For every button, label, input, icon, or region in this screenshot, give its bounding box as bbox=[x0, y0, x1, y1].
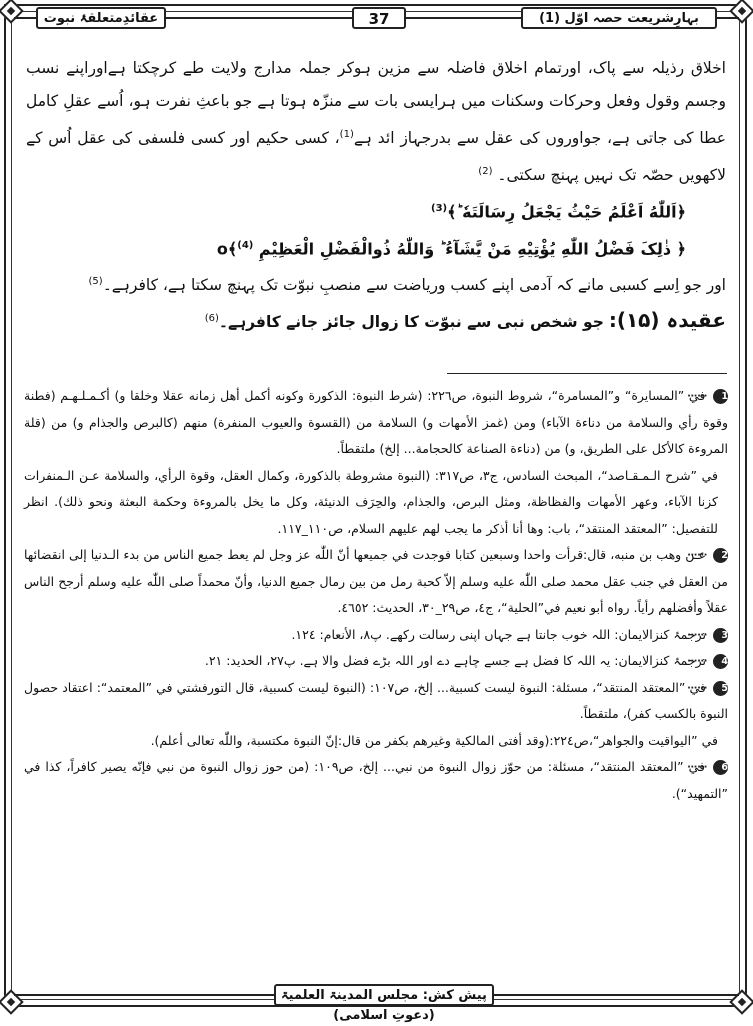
footnote-5-continued: في ”اليواقيت والجواهر“،ص٢٢٤:(وقد أفتى المالكية وغيرهم بكفر من قال:إنّ النبوة مكتسبة، واللّٰه تعالى أعلم). bbox=[150, 732, 718, 748]
aqida-15 bbox=[26, 302, 726, 339]
verse-2: ﴿ ذٰلِکَ فَضْلُ اللّٰهِ يُؤْتِيْهِ مَنْ يَّشَآءُ ؕ وَاللّٰهُ ذُوالْفَضْلِ الْعَظِيْمِ o﴾$^{(4)}$ bbox=[216, 238, 686, 258]
page-footer bbox=[14, 981, 739, 1023]
footnote-number-icon: 3 ⋯⋯ bbox=[713, 628, 728, 643]
footnote-1: 1 ⋯⋯ في ”المسايرة“ و”المسامرة“، شروط النبوة، ص٢٢٦: (شرط النبوة: الذكورة وكونه أكمل أهل زمانه عقلا وخلقا و) أكـمـلـهـم (فطنة وقوة رأي والسلامة من دناءة الآباء) ومن (غمز الأمهات و) السلامة من (القسوة والعيوب المنفرة) منهم (كالبرص والجذام و) من (قلة المروءة كالأكل على الطريق، و) من (دناءة الصناعة كالحجامة... إلخ) ملتقطاً. bbox=[24, 383, 728, 463]
footnote-number-icon: 5 ⋯⋯ bbox=[713, 681, 728, 696]
footnote-5: 5 ⋯⋯ في ”المعتقد المنتقد“، مسئلة: النبوة ليست كسبية... إلخ، ص١٠٧: (النبوة ليست كسبية، قال التورفشتي في ”المعتمد“: اعتقاد حصول النبوة بالكسب كفر)، ملتقطاً. bbox=[24, 675, 728, 728]
paragraph-2: اور جو اِسے کسبی مانے کہ آدمی اپنے کسب وریاضت سے منصبِ نبوّت تک پہنچ سکتا ہے، کافرہے۔$^{(5)}$ bbox=[88, 275, 726, 295]
footnote-6: 6 ⋯⋯ في ”المعتقد المنتقد“، مسئلة: من حوّز زوال النبوة من نبي... إلخ، ص١٠٩: (من حوز زوال النبوة من نبي فإنّه يصير كافراً، كذا في ”التمهيد“). bbox=[24, 754, 728, 807]
ref-1[interactable]: (1) bbox=[339, 129, 354, 140]
footnote-2: 2 ⋯⋯ عـن وهب بن منبه، قال:قرأت واحدا وسبعين كتابا فوجدت في جميعها أنّ اللّٰه عز وجل لم يعط جميع الناس من بدء الـدنيا إلى انقضائها من العقل في جنب عقل محمد صلى اللّٰه عليه وسلم إلاّ كحبة رمل من بين رمال جميع الدنيا، وأنّ محمداً صلى اللّٰه عليه وسلم أرجح الناس عقلاً وأفضلهم رأياً. رواه أبو نعيم في”الحلية“، ج٤، ص٢٩_٣٠، الحديث: ٤٦٥٢. bbox=[24, 542, 728, 622]
footnote-number-icon: 6 ⋯⋯ bbox=[713, 760, 728, 775]
footnote-1-continued: في ”شرح الـمـقـاصد“، المبحث السادس، ج٣، ص٣١٧: (النبوة مشروطة بالذكورة، وكمال العقل، وقوة الرأي، والسلامة عـن الـمنفرات كزنا الآباء، وعهر الأمهات والفظاظة، ومثل البرص، والجذام، والحِرَف الدنيئة، وكل ما يخل بالمروءة وحكمة البعثة ونحو ذلك). انظر للتفصيل: ”المعتقد المنتقد“، باب: وها أنا أذكر ما يجب لهم عليهم السلام، ص١١٠_١١٧. bbox=[24, 467, 718, 536]
footnote-4: 4 ⋯⋯ ترجمۂ کنزالایمان: یہ اللہ کا فضل ہے جسے چاہے دے اور اللہ بڑے فضل والا ہے. پ٢٧، الحديد: ٢١. bbox=[24, 648, 728, 675]
footnote-number-icon: 1 ⋯⋯ bbox=[713, 389, 728, 404]
page-header bbox=[14, 4, 739, 32]
aqida-text: جو شخص نبی سے نبوّت کا زوال جائز جانے کافرہے۔ bbox=[218, 313, 604, 332]
book-title: بہارِشریعت حصہ اوّل (1) bbox=[521, 7, 717, 29]
ref-3[interactable]: (3) bbox=[431, 203, 448, 215]
ref-4[interactable]: (4) bbox=[237, 239, 254, 251]
footnote-number-icon: 4 ⋯⋯ bbox=[713, 654, 728, 669]
footnote-separator bbox=[447, 373, 727, 374]
ref-2[interactable]: (2) bbox=[478, 166, 493, 178]
footnote-number-icon: 2 ⋯⋯ bbox=[713, 548, 728, 563]
footnotes bbox=[24, 383, 728, 807]
main-text bbox=[26, 52, 726, 339]
page-number: 37 bbox=[352, 7, 406, 29]
ref-5[interactable]: (5) bbox=[88, 275, 103, 287]
verse-1: ﴿اَللّٰهُ اَعْلَمُ حَيْثُ يَجْعَلُ رِسَالَتَهٗ ؕ﴾$^{(3)}$ bbox=[431, 202, 686, 222]
section-title: عقائدِمتعلقۂ نبوت bbox=[36, 7, 166, 29]
ref-6[interactable]: (6) bbox=[204, 313, 219, 325]
aqida-label: عقیدہ (۱۵): bbox=[608, 308, 726, 333]
footnote-3: 3 ⋯⋯ ترجمۂ کنزالایمان: اللہ خوب جانتا ہے جہاں اپنی رسالت رکھے. پ٨، الأنعام: ١٢٤. bbox=[24, 622, 728, 649]
paragraph-1: اخلاق رذیلہ سے پاک، اورتمام اخلاق فاضلہ سے مزین ہوکر جملہ مدارج ولایت طے کرچکتا ہےاوراپنے نسب وجسم وقول وفعل وحرکات وسکنات میں ہرایسی بات سے منزّہ ہوتا ہے جو باعثِ نفرت ہو، اُسے عقلِ کامل عطا کی جاتی ہے، جواوروں کی عقل سے بدرجہاز ائد ہے$^{(1)}$، کسی حکیم اور کسی فلسفی کی عقل اُس کے لاکھویں حصّہ تک نہیں پہنچ سکتی۔ $^{(2)}$ bbox=[26, 59, 727, 185]
publisher-label: پیش کش: مجلس المدینۃ العلمیۃ (دعوتِ اسلامی) bbox=[274, 984, 494, 1006]
